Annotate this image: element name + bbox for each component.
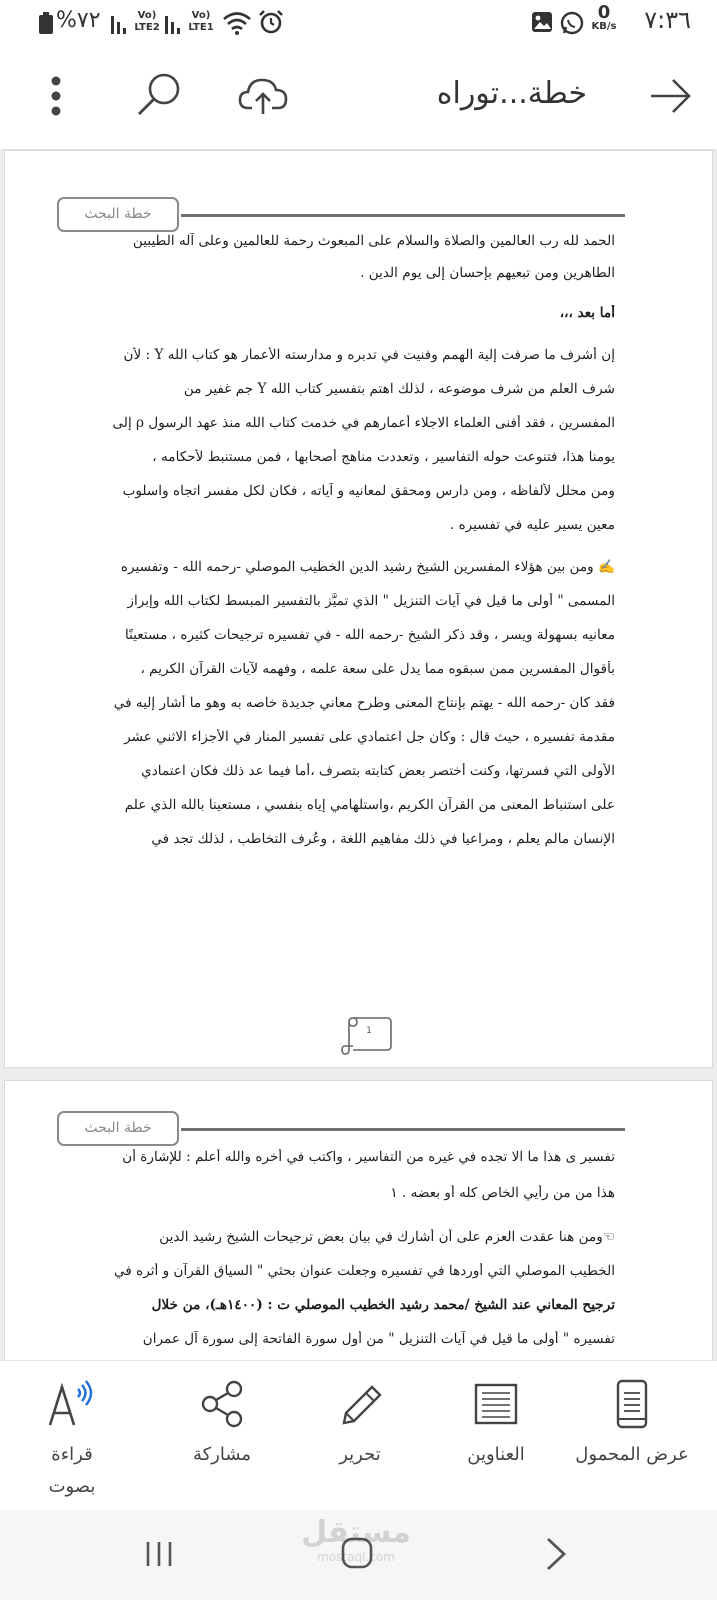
edit-button[interactable] — [290, 1379, 430, 1471]
paragraph-line: هذا من من رأيي الخاص كله أو بعضه . ١ — [390, 1185, 615, 1201]
clock: ٧:٣٦ — [644, 6, 691, 34]
share-label: مشاركة — [192, 1444, 252, 1465]
system-navigation-bar — [0, 1510, 717, 1600]
headings-button[interactable] — [426, 1379, 566, 1471]
paragraph-line: المسمى " أولى ما قيل في آيات التنزيل " الذي تميَّز بالتفسير المبسط لكتاب الله وإبراز — [127, 593, 615, 609]
cloud-upload-icon[interactable] — [238, 74, 288, 118]
document-viewer[interactable] — [0, 150, 717, 1360]
share-icon — [198, 1379, 246, 1429]
paragraph-line: بأقوال المفسرين ممن سبقوه مما يدل على سعة علمه ، وفهمه لآيات القرآن الكريم ، — [140, 661, 615, 677]
paragraph-line: تفسير ى هذا ما الا تجده في غيره من التفاسير ، واكتب في أخره والله أعلم : للإشارة أن — [122, 1149, 615, 1165]
paragraph-line: الطاهرين ومن تبعيهم بإحسان إلى يوم الدين . — [360, 265, 615, 281]
signal-strength-icon — [110, 12, 130, 34]
status-bar — [0, 0, 717, 46]
share-button[interactable] — [152, 1379, 292, 1471]
paragraph-line: على استنباط المعنى من القرآن الكريم ،واستلهامي إياه بنفسي ، مستعينا بالله الذي علم — [124, 797, 615, 813]
paragraph-line: يومنا هذا، فتنوعت حوله التفاسير ، وتعددت مناهج أصحابها ، فمن مستنبط لأحكامه ، — [152, 449, 615, 465]
document-page — [4, 1080, 713, 1360]
paragraph-line: الأولى التي فسرتها، وكنت أختصر بعض كتابته بتصرف ،أما فيما عد ذلك فكان اعتمادي — [141, 763, 615, 779]
wifi-icon — [222, 10, 252, 36]
sim2-label: Vo) LTE2 — [134, 10, 160, 33]
edit-label: تحرير — [339, 1444, 381, 1465]
read-aloud-label: قراءة بصوت — [48, 1444, 96, 1497]
paragraph-line: المفسرين ، فقد أفنى العلماء الاجلاء أعمارهم في خدمت كتاب الله منذ عهد الرسول ρ إلى — [112, 415, 615, 431]
paragraph-line: الإنسان مالم يعلم ، ومراعيا في ذلك مفاهيم اللغة ، وعُرف التخاطب ، لذلك تجد في — [151, 831, 615, 847]
alarm-icon — [258, 9, 284, 35]
gallery-icon — [531, 11, 553, 33]
headings-label: العناوين — [467, 1444, 525, 1465]
watermark — [296, 1516, 416, 1564]
bottom-toolbar — [0, 1360, 717, 1510]
battery-icon — [38, 12, 54, 34]
pencil-icon — [336, 1379, 384, 1429]
page-number-scroll-icon — [341, 1016, 393, 1056]
paragraph-line: معين يسير عليه في تفسيره . — [449, 517, 615, 533]
paragraph-line: مقدمة تفسيره ، حيث قال : وكان جل اعتمادي على تفسير المنار في الأجزاء الاثني عشر — [124, 729, 615, 745]
header-rule — [181, 1128, 625, 1131]
back-chevron-icon[interactable] — [544, 1536, 568, 1572]
paragraph-line: ☜ومن هنا عقدت العزم على أن أشارك في بيان بعض ترجيحات الشيخ رشيد الدين — [159, 1229, 615, 1245]
paragraph-line: إن أشرف ما صرفت إلية الهمم وفنيت في تدبره و مدارسته الأعمار هو كتاب الله Y : لأن — [123, 347, 615, 363]
network-speed — [587, 2, 621, 34]
battery-level: %٧٢ — [56, 8, 101, 33]
more-options-icon[interactable] — [48, 74, 64, 118]
header-label: خطة البحث — [57, 1111, 179, 1146]
read-aloud-icon — [44, 1379, 100, 1429]
paragraph-line: ترجيح المعاني عند الشيخ /محمد رشيد الخطيب الموصلي ت : (١٤٠٠هـ)، من خلال — [151, 1297, 615, 1313]
page-number: 1 — [366, 1026, 372, 1036]
paragraph-line: تفسيره " أولى ما قيل في آيات التنزيل " من أول سورة الفاتحة إلى سورة آل عمران — [142, 1331, 615, 1347]
document-page — [4, 150, 713, 1068]
app-bar — [0, 46, 717, 150]
paragraph-line: أما بعد ،،، — [559, 305, 615, 321]
watermark-subtext: mostaql.com — [317, 1550, 395, 1564]
mobile-view-button[interactable] — [562, 1379, 702, 1471]
watermark-text: مستقل — [301, 1515, 411, 1550]
header-label: خطة البحث — [57, 197, 179, 232]
back-arrow-icon[interactable] — [649, 76, 693, 116]
headings-icon — [472, 1379, 520, 1429]
header-rule — [181, 214, 625, 217]
network-speed-unit: KB/s — [591, 21, 617, 32]
paragraph-line: الحمد لله رب العالمين والصلاة والسلام على المبعوث رحمة للعالمين وعلى آله الطيبين — [132, 233, 615, 249]
mobile-view-icon — [612, 1379, 652, 1429]
network-speed-value: 0 — [597, 2, 611, 23]
paragraph-line: فقد كان -رحمه الله - يهتم بإنتاج المعنى وطرح معاني جديدة خاصه به وهو ما أشار إليه في — [113, 695, 615, 711]
sim1-label: Vo) LTE1 — [188, 10, 214, 33]
document-title: خطة...توراه — [436, 76, 587, 111]
paragraph-line: ✍ ومن بين هؤلاء المفسرين الشيخ رشيد الدين الخطيب الموصلي -رحمه الله - وتفسيره — [120, 559, 615, 575]
signal-strength-icon — [164, 12, 184, 34]
paragraph-line: ومن محلل لألفاظه ، ومن دارس ومحقق لمعانيه و آياته ، فكان لكل مفسر اتجاه واسلوب — [122, 483, 615, 499]
paragraph-line: شرف العلم من شرف موضوعه ، لذلك اهتم بتفسير كتاب الله Y جم غفير من — [183, 381, 615, 397]
mobile-view-label: عرض المحمول — [575, 1444, 689, 1465]
paragraph-line: معانيه بسهولة ويسر ، وقد ذكر الشيخ -رحمه الله - في تفسيره ترجيحات كثيره ، مستعينًا — [124, 627, 615, 643]
search-icon[interactable] — [136, 72, 182, 118]
paragraph-line: الخطيب الموصلي التي أوردها في تفسيره وجعلت عنوان بحثي " السياق القرآن و أثره في — [113, 1263, 615, 1279]
recent-apps-icon[interactable] — [144, 1538, 174, 1570]
whatsapp-icon — [559, 10, 585, 36]
